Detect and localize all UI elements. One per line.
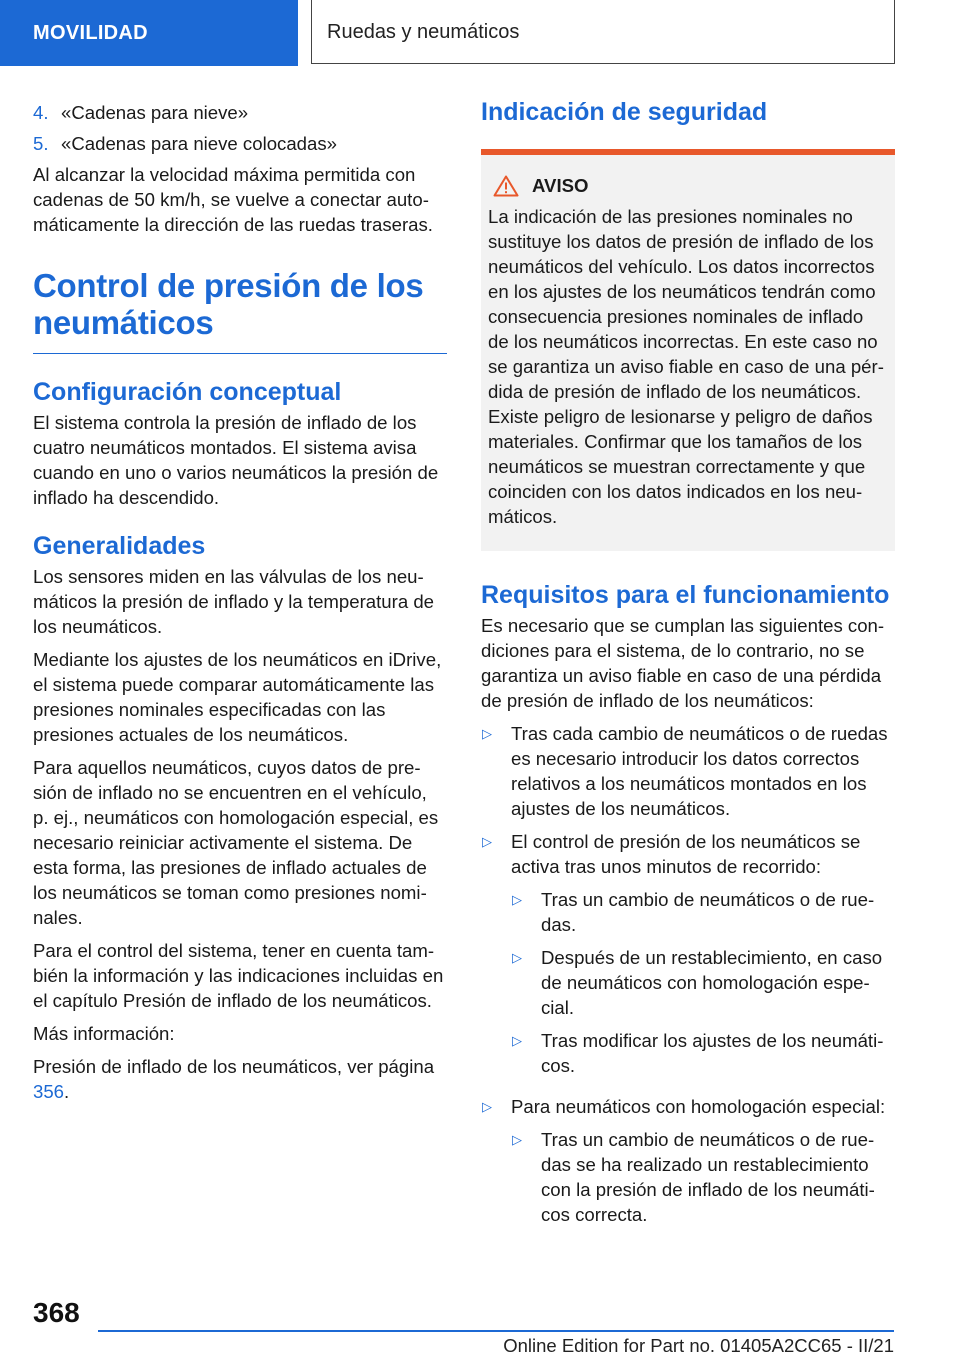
- paragraph-control: Para el control del sistema, tener en cuenta también la información y las indicaciones incluidas en el capítulo Presión de inflado de los neumáticos.: [33, 940, 444, 1011]
- list-item: [481, 721, 895, 821]
- paragraph-sensores: Los sensores miden en las válvulas de los neumáticos la presión de inflado y la temperatura de los neumáticos.: [33, 566, 435, 637]
- paragraph-reinicio: Para aquellos neumáticos, cuyos datos de presión de inflado no se encuentren en el vehículo, p. ej., neumáticos con homologación especial, es necesario reiniciar activamente el sistema. De esta forma, las presiones de inflado actuales de los neumáticos se toman como presiones nominales.: [33, 757, 439, 928]
- triangle-bullet-icon: ▷: [512, 892, 522, 907]
- warning-box: [481, 155, 895, 551]
- paragraph-requisitos: Es necesario que se cumplan las siguientes condiciones para el sistema, de lo contrario, no se garantiza un aviso fiable en caso de una pérdida de presión de inflado de los neumáticos:: [481, 615, 885, 711]
- paragraph-mas-info: Más información:: [33, 1023, 175, 1044]
- warning-triangle-icon: [493, 175, 519, 197]
- left-column: [33, 100, 447, 1112]
- heading-configuracion: Configuración conceptual: [33, 378, 342, 406]
- list-item: [481, 829, 895, 1086]
- list-item: [481, 1094, 895, 1235]
- sub-list-text: Después de un restablecimiento, en caso de neumáticos con homologación especial.: [541, 947, 883, 1018]
- list-text: «Cadenas para nieve»: [61, 102, 249, 123]
- requirements-list: [481, 721, 895, 1235]
- list-item-text: El control de presión de los neumáticos se activa tras unos minutos de recorrido:: [511, 831, 861, 877]
- sub-list: [511, 887, 895, 1078]
- triangle-bullet-icon: ▷: [512, 950, 522, 965]
- list-item-text: Para neumáticos con homologación especial:: [511, 1096, 886, 1117]
- heading-seguridad: Indicación de seguridad: [481, 98, 768, 126]
- paragraph-reference: [33, 1054, 447, 1104]
- page-number: 368: [33, 1297, 80, 1328]
- page-link[interactable]: 356: [33, 1081, 65, 1102]
- triangle-bullet-icon: ▷: [482, 1099, 492, 1114]
- right-column: [481, 98, 895, 1243]
- list-number: 4.: [33, 102, 49, 123]
- list-text: «Cadenas para nieve colocadas»: [61, 133, 338, 154]
- sub-list-text: Tras un cambio de neumáticos o de ruedas.: [541, 889, 875, 935]
- sub-list-item: [511, 1127, 895, 1227]
- paragraph-idrive: Mediante los ajustes de los neumáticos en iDrive, el sistema puede comparar automáticamente las presiones nominales especificadas con las presiones actuales de los neumáticos.: [33, 649, 442, 745]
- heading-requisitos: Requisitos para el funcionamiento: [481, 581, 890, 609]
- triangle-bullet-icon: ▷: [482, 834, 492, 849]
- chapter-tab: Ruedas y neumáticos: [311, 0, 895, 64]
- reference-text: Presión de inflado de los neumáticos, ver página: [33, 1056, 435, 1077]
- triangle-bullet-icon: ▷: [482, 726, 492, 741]
- footer-edition: Online Edition for Part no. 01405A2CC65 - II/21: [503, 1335, 894, 1356]
- reference-end: .: [64, 1081, 70, 1102]
- sub-list-item: [511, 887, 895, 937]
- warning-text: La indicación de las presiones nominales no sustituye los datos de presión de inflado de los neumáticos del vehículo. Los datos incorrectos en los ajustes de los neumáticos tendrán como consecuencia presiones nominales de inflado de los neumáticos incorrectas. En este caso no se garantiza un aviso fiable en caso de una pérdida de presión de inflado de los neumáticos. Existe peligro de lesionarse y peligro de daños materiales. Confirmar que los tamaños de los neumáticos se muestran correctamente y que coinciden con los datos indicados en los neumáticos.: [488, 206, 884, 527]
- sub-list-text: Tras un cambio de neumáticos o de ruedas se ha realizado un restablecimiento con la presión de inflado de los neumáticos correcta.: [541, 1129, 875, 1225]
- page-header: [0, 0, 960, 66]
- list-item-body: [511, 1094, 895, 1235]
- warning-title: AVISO: [532, 175, 589, 196]
- sub-list: [511, 1127, 895, 1227]
- intro-paragraph: Al alcanzar la velocidad máxima permitida con cadenas de 50 km/h, se vuelve a conectar automáticamente la dirección de las ruedas traseras.: [33, 164, 433, 235]
- footer-divider: [98, 1330, 894, 1332]
- list-item-body: [511, 829, 895, 1086]
- sub-list-item: [511, 945, 895, 1020]
- heading-generalidades: Generalidades: [33, 532, 206, 560]
- list-item: [33, 131, 447, 156]
- list-number: 5.: [33, 133, 49, 154]
- main-heading: Control de presión de los neumáticos: [33, 267, 447, 354]
- paragraph-configuracion: El sistema controla la presión de inflado de los cuatro neumáticos montados. El sistema avisa cuando en uno o varios neumáticos la presión de inflado ha descendido.: [33, 412, 439, 508]
- sub-list-text: Tras modificar los ajustes de los neumáticos.: [541, 1030, 884, 1076]
- sub-list-item: [511, 1028, 895, 1078]
- triangle-bullet-icon: ▷: [512, 1132, 522, 1147]
- list-item: [33, 100, 447, 125]
- warning-header: [488, 173, 887, 198]
- section-tab: MOVILIDAD: [0, 0, 298, 66]
- list-item-text: Tras cada cambio de neumáticos o de ruedas es necesario introducir los datos correctos relativos a los neumáticos montados en los ajustes de los neumáticos.: [511, 723, 888, 819]
- triangle-bullet-icon: ▷: [512, 1033, 522, 1048]
